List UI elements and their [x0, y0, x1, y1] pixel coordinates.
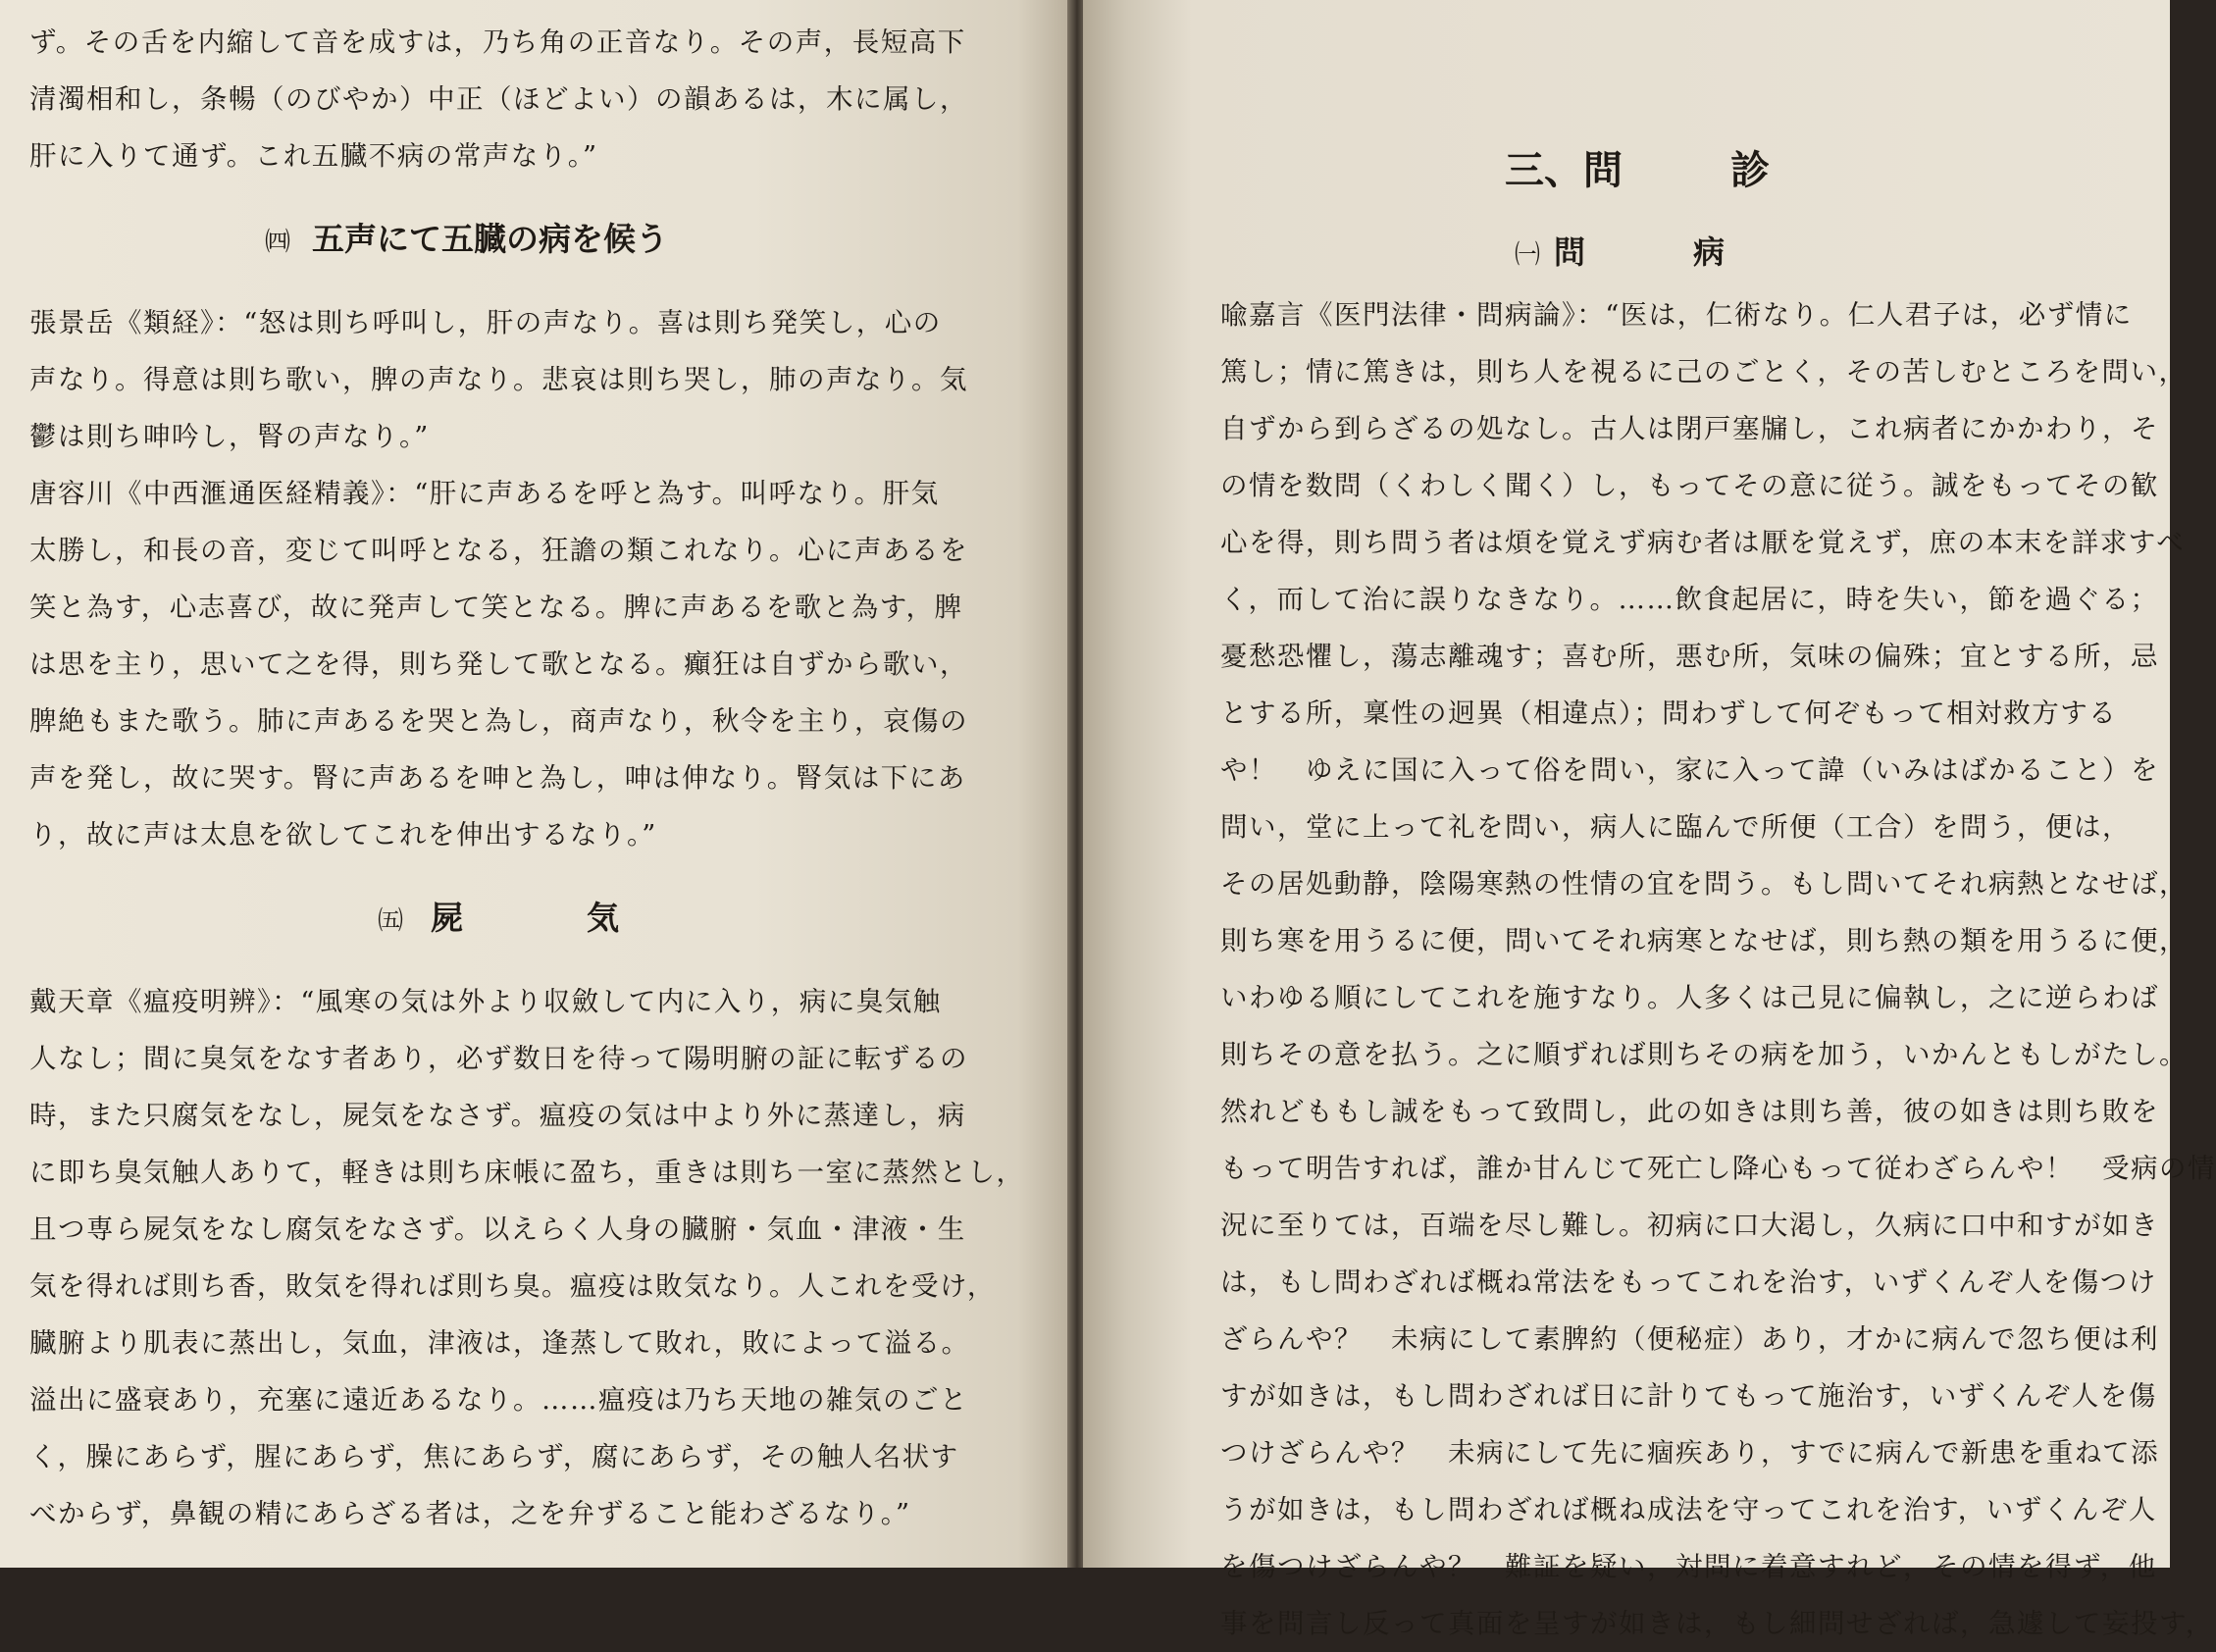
section-heading-4 [29, 184, 1010, 294]
text-line: 憂愁恐懼し，蕩志離魂す；喜む所，悪む所，気味の偏殊；宜とする所，忌 [1220, 641, 2159, 672]
text-line: 則ち寒を用うるに便，問いてそれ病寒となせば，則ち熱の類を用うるに便， [1220, 925, 2188, 956]
text-line: べからず，鼻観の精にあらざる者は，之を弁ずること能わざるなり。” [29, 1498, 911, 1529]
section-title-part: 気 [587, 899, 626, 937]
text-line: く，而して治に誤りなきなり。……飲食起居に，時を失い，節を過ぐる； [1220, 584, 2159, 615]
text-line: 問い，堂に上って礼を問い，病人に臨んで所便（工合）を問う，便は， [1220, 811, 2131, 843]
text-line: 心を得，則ち問う者は煩を覚えず病む者は厭を覚えず，庶の本末を詳求すべ [1220, 527, 2186, 558]
text-line: いわゆる順にしてこれを施すなり。人多くは己見に偏執し，之に逆らわば [1220, 982, 2159, 1013]
text-line: く，臊にあらず，腥にあらず，焦にあらず，腐にあらず，その触人名状す [29, 1441, 959, 1472]
text-line: 則ちその意を払う。之に順ずれば則ちその病を加う，いかんともしがたし。 [1220, 1039, 2188, 1070]
text-line: 臓腑より肌表に蒸出し，気血，津液は，逢蒸して敗れ，敗によって溢る。 [29, 1327, 970, 1359]
text-line: つけざらんや？ 未病にして先に痼疾あり，すでに病んで新患を重ねて添 [1220, 1437, 2160, 1469]
section-title-part: 病 [1693, 233, 1726, 271]
text-line: 戴天章《瘟疫明辨》：“風寒の気は外より収斂して内に入り，病に臭気触 [29, 986, 942, 1017]
chapter-title-part: 診 [1730, 148, 1770, 193]
text-line: 況に至りては，百端を尽し難し。初病に口大渇し，久病に口中和すが如き [1220, 1210, 2159, 1241]
text-line: とする所，稟性の迥異（相違点）；問わずして何ぞもって相対救方する [1220, 697, 2118, 729]
section-number: ㈤ [378, 906, 410, 936]
right-page [1083, 0, 2216, 1639]
paragraph-tang-rongchuan [29, 465, 1010, 863]
text-line: 太勝し，和長の音，変じて叫呼となる，狂譫の類これなり。心に声あるを [29, 535, 968, 566]
text-line: は，もし問わざれば概ね常法をもってこれを治す，いずくんぞ人を傷つけ [1220, 1266, 2157, 1298]
left-page-content [29, 14, 1025, 1542]
text-line: の情を数問（くわしく聞く）し，もってその意に従う。誠をもってその歓 [1220, 470, 2159, 501]
paragraph-zhang-jingyue [29, 294, 1010, 465]
section-title-part: 問 [1554, 233, 1586, 271]
text-line: 然れどももし誠をもって致問し，此の如きは則ち善，彼の如きは則ち敗を [1220, 1096, 2159, 1127]
section-heading-5 [29, 863, 1010, 973]
text-line: その居処動静，陰陽寒熱の性情の宜を問う。もし問いてそれ病熱となせば， [1220, 868, 2188, 900]
section-heading-1 [1220, 218, 2142, 286]
text-line: 清濁相和し，条暢（のびやか）中正（ほどよい）の韻あるは，木に属し， [29, 83, 968, 115]
text-line: うが如きは，もし問わざれば概ね成法を守ってこれを治す，いずくんぞ人 [1220, 1494, 2157, 1525]
text-line: 脾絶もまた歌う。肺に声あるを哭と為し，商声なり，秋令を主り，哀傷の [29, 705, 968, 737]
text-line: を傷つけざらんや？ 難証を疑い，対問に着意すれど，その情を得ず，他 [1220, 1551, 2157, 1582]
text-line: は思を主り，思いて之を得，則ち発して歌となる。癲狂は自ずから歌い， [29, 648, 968, 680]
text-line: すが如きは，もし問わざれば日に計りてもって施治す，いずくんぞ人を傷 [1220, 1380, 2157, 1412]
text-line: 人なし；間に臭気をなす者あり，必ず数日を待って陽明腑の証に転ずるの [29, 1043, 968, 1074]
text-line: 且つ専ら屍気をなし腐気をなさず。以えらく人身の臓腑・気血・津液・生 [29, 1213, 966, 1245]
text-line: や！ ゆえに国に入って俗を問い，家に入って諱（いみはばかること）を [1220, 754, 2159, 786]
text-line: り，故に声は太息を欲してこれを伸出するなり。” [29, 819, 657, 851]
text-line: 自ずから到らざるの処なし。古人は閉戸塞牖し，これ病者にかかわり，そ [1220, 413, 2159, 444]
paragraph-dai-tianzhang [29, 973, 1025, 1542]
text-line: 喩嘉言《医門法律・問病論》：“医は，仁術なり。仁人君子は，必ず情に [1220, 299, 2133, 331]
text-line: 鬱は則ち呻吟し，腎の声なり。” [29, 421, 430, 452]
chapter-title [1220, 124, 2142, 218]
text-line: 張景岳《類経》：“怒は則ち呼叫し，肝の声なり。喜は則ち発笑し，心の [29, 307, 942, 338]
text-line: 篤し；情に篤きは，則ち人を視るに己のごとく，その苦しむところを問い， [1220, 356, 2188, 387]
text-line: 事を問言し反って真面を呈すが如きは，もし細問せざれば，急遽して妄投す， [1220, 1608, 2214, 1639]
text-line: 声なり。得意は則ち歌い，脾の声なり。悲哀は則ち哭し，肺の声なり。気 [29, 364, 968, 395]
left-page [0, 0, 1071, 1568]
text-line: に即ち臭気触人ありて，軽きは則ち床帳に盈ち，重きは則ち一室に蒸然とし， [29, 1157, 1025, 1188]
text-line: ざらんや？ 未病にして素脾約（便秘症）あり，才かに病んで忽ち便は利 [1220, 1323, 2159, 1355]
text-line: 笑と為す，心志喜び，故に発声して笑となる。脾に声あるを歌と為す，脾 [29, 592, 963, 623]
section-title: 五声にて五臓の病を候う [312, 220, 669, 258]
text-line: 声を発し，故に哭す。腎に声あるを呻と為し，呻は伸なり。腎気は下にあ [29, 762, 966, 794]
chapter-title-part: 三、問 [1505, 148, 1623, 193]
section-title-part: 屍 [431, 899, 470, 937]
text-line: 気を得れば則ち香，敗気を得れば則ち臭。瘟疫は敗気なり。人これを受け， [29, 1270, 996, 1302]
text-line: ず。その舌を内縮して音を成すは，乃ち角の正音なり。その声，長短高下 [29, 26, 966, 58]
section-number: ㈠ [1515, 240, 1541, 270]
text-line: 肝に入りて通ず。これ五臓不病の常声なり。” [29, 140, 598, 172]
text-line: 溢出に盛衰あり，充塞に遠近あるなり。……瘟疫は乃ち天地の雑気のごと [29, 1384, 968, 1416]
right-page-content [1220, 124, 2216, 1652]
text-line: もって明告すれば，誰か甘んじて死亡し降心もって従わざらんや！ 受病の情 [1220, 1153, 2216, 1184]
text-line: 唐容川《中西滙通医経精義》：“肝に声あるを呼と為す。叫呼なり。肝気 [29, 478, 940, 509]
text-line: 時，また只腐気をなし，屍気をなさず。瘟疫の気は中より外に蒸達し，病 [29, 1100, 966, 1131]
paragraph-yu-jiayan [1220, 286, 2216, 1652]
section-number: ㈣ [265, 228, 291, 257]
